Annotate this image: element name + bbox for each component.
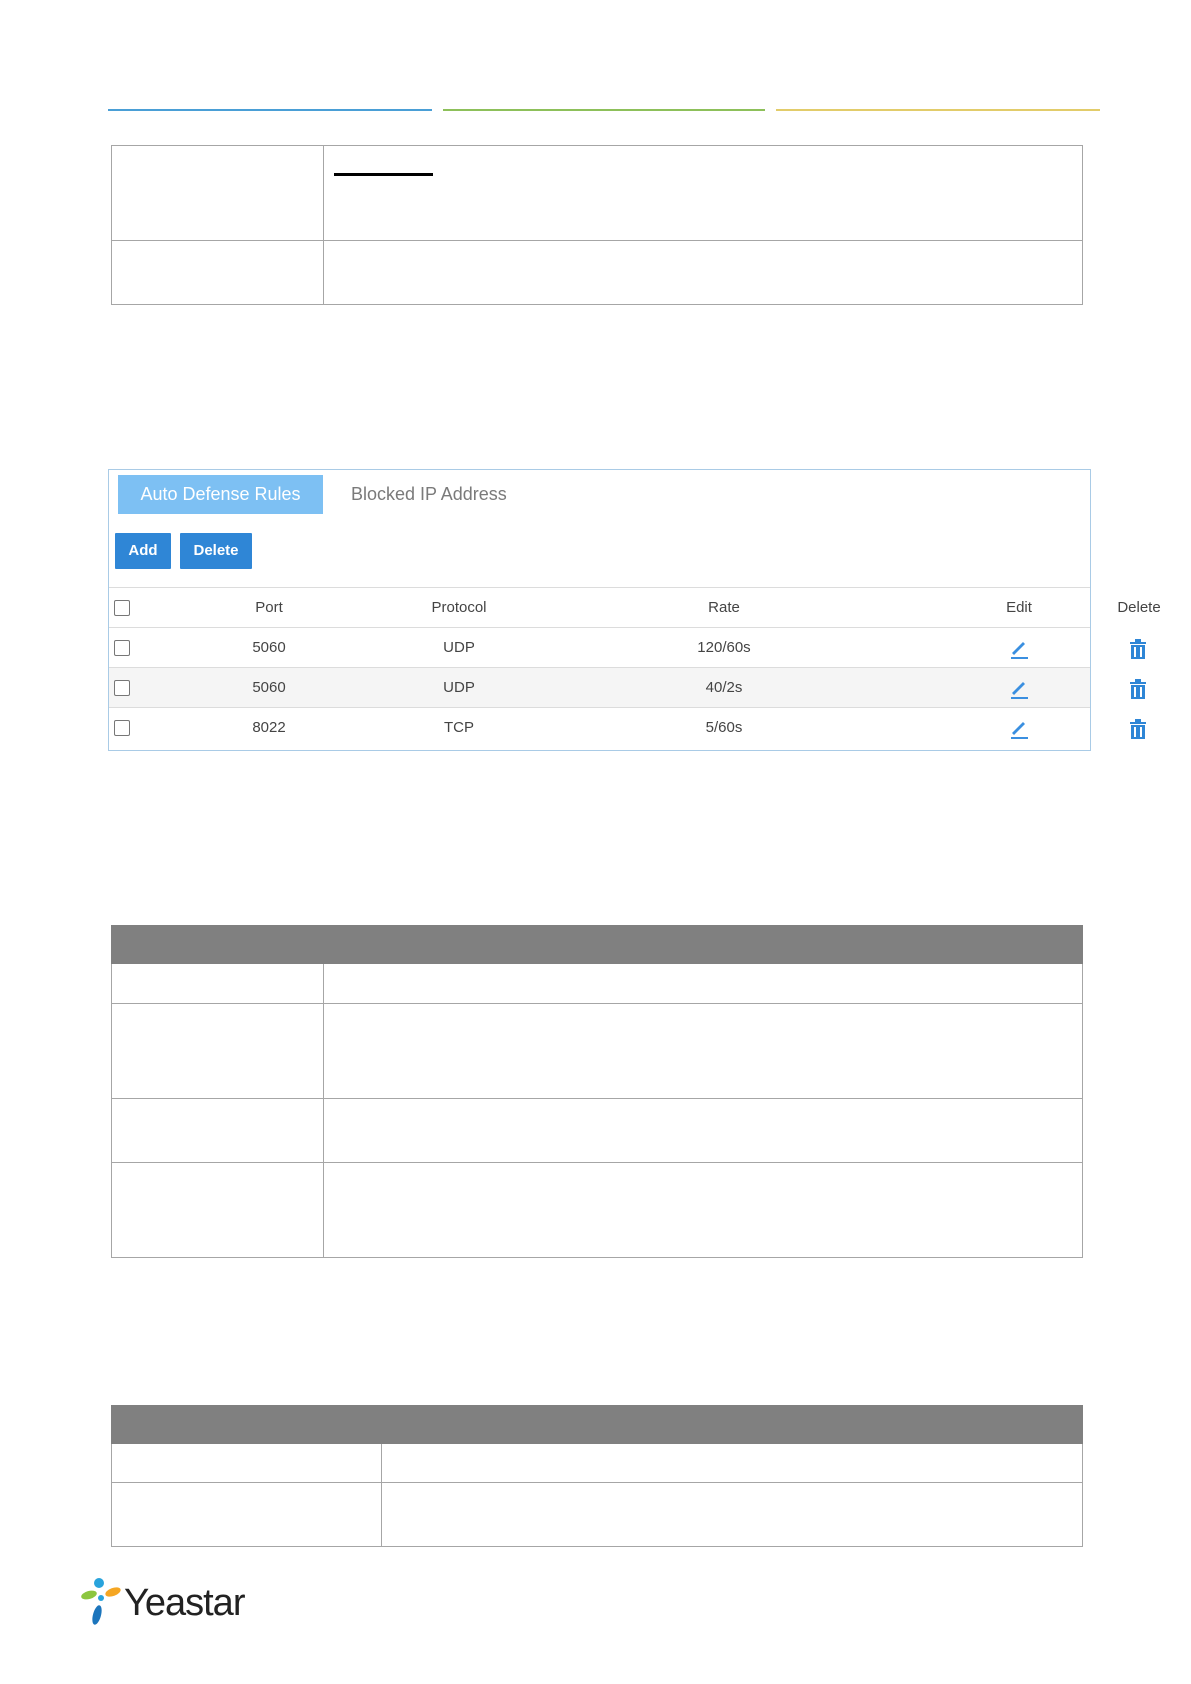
column-header-rate: Rate xyxy=(708,599,740,616)
trash-icon[interactable] xyxy=(1127,636,1149,675)
cell-protocol: UDP xyxy=(443,679,475,696)
pencil-icon[interactable] xyxy=(1006,716,1032,755)
auto-defense-panel xyxy=(108,469,1161,751)
tab-auto-defense-rules[interactable]: Auto Defense Rules xyxy=(118,475,323,514)
column-header-delete: Delete xyxy=(1117,599,1161,616)
table-header-row xyxy=(109,587,1161,627)
row-checkbox[interactable] xyxy=(114,680,130,696)
cell-rate: 120/60s xyxy=(697,639,751,656)
doc-header-cell xyxy=(112,1406,382,1444)
doc-cell xyxy=(112,241,324,305)
cell-protocol: UDP xyxy=(443,639,475,656)
table-row xyxy=(109,627,1090,667)
doc-table-3 xyxy=(111,1405,1083,1547)
doc-cell xyxy=(324,1004,1083,1099)
doc-header-cell xyxy=(112,926,1083,964)
doc-table-row xyxy=(112,146,1083,241)
doc-cell xyxy=(112,1444,382,1483)
doc-table-header xyxy=(112,1406,1083,1444)
doc-cell xyxy=(324,1099,1083,1163)
rules-table xyxy=(109,587,1161,747)
trash-icon[interactable] xyxy=(1127,676,1149,715)
doc-cell xyxy=(112,1004,324,1099)
cell-port: 5060 xyxy=(252,679,286,696)
underline-mark xyxy=(334,173,433,176)
doc-cell xyxy=(112,964,324,1004)
column-header-port: Port xyxy=(255,599,283,616)
doc-cell xyxy=(324,241,1083,305)
table-row xyxy=(109,667,1090,707)
cell-port: 5060 xyxy=(252,639,286,656)
column-header-protocol: Protocol xyxy=(431,599,487,616)
cell-rate: 5/60s xyxy=(705,719,743,736)
doc-header-cell xyxy=(382,1406,1083,1444)
doc-cell xyxy=(324,1163,1083,1258)
brand-wordmark: Yeastar xyxy=(124,1582,245,1624)
doc-cell xyxy=(112,146,324,241)
tab-blocked-ip-address[interactable]: Blocked IP Address xyxy=(351,484,507,504)
doc-cell xyxy=(382,1444,1083,1483)
doc-table-row xyxy=(112,964,1083,1004)
delete-button[interactable]: Delete xyxy=(180,533,252,569)
cell-rate: 40/2s xyxy=(705,679,743,696)
doc-cell xyxy=(112,1483,382,1547)
doc-table-row xyxy=(112,241,1083,305)
yeastar-logo-icon xyxy=(80,1577,124,1636)
select-all-checkbox[interactable] xyxy=(114,600,130,616)
doc-cell xyxy=(324,964,1083,1004)
doc-table-row xyxy=(112,1099,1083,1163)
header-rule-yellow xyxy=(776,109,1100,111)
add-button[interactable]: Add xyxy=(115,533,171,569)
doc-table-row xyxy=(112,1444,1083,1483)
row-checkbox[interactable] xyxy=(114,720,130,736)
doc-cell xyxy=(112,1163,324,1258)
doc-cell xyxy=(112,1099,324,1163)
doc-cell xyxy=(382,1483,1083,1547)
cell-port: 8022 xyxy=(252,719,286,736)
column-header-edit: Edit xyxy=(1006,599,1032,616)
doc-cell xyxy=(324,146,1083,241)
doc-table-row xyxy=(112,1483,1083,1547)
doc-table-row xyxy=(112,1163,1083,1258)
doc-table-1 xyxy=(111,145,1083,305)
header-rule-green xyxy=(443,109,765,111)
table-row xyxy=(109,707,1090,747)
trash-icon[interactable] xyxy=(1127,716,1149,755)
doc-table-row xyxy=(112,1004,1083,1099)
cell-protocol: TCP xyxy=(444,719,474,736)
doc-table-2 xyxy=(111,925,1083,1258)
row-checkbox[interactable] xyxy=(114,640,130,656)
header-rule-blue xyxy=(108,109,432,111)
doc-table-header xyxy=(112,926,1083,964)
